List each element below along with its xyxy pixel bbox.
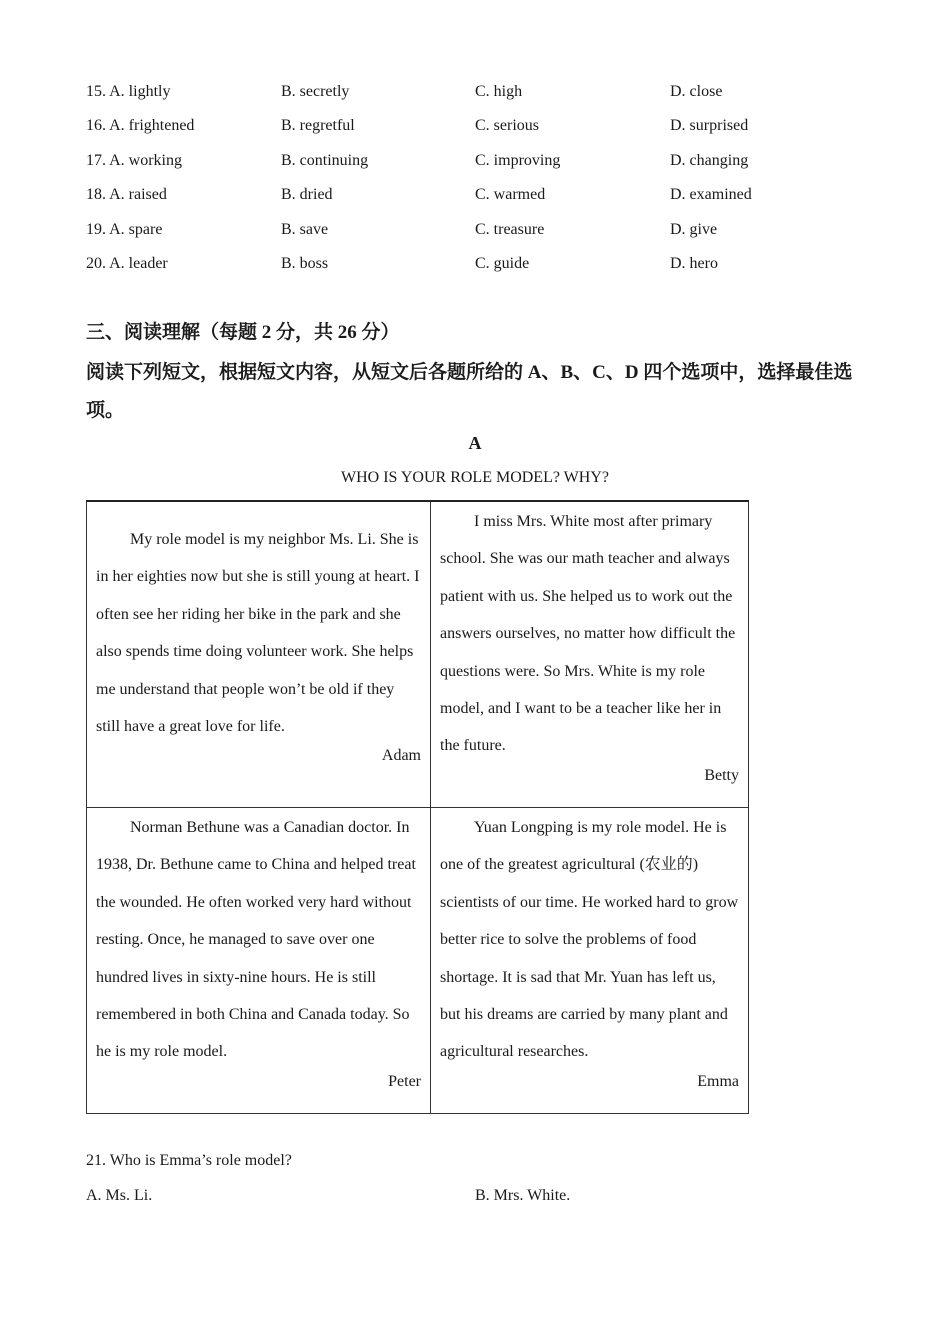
option-b: B. boss (281, 255, 329, 272)
question-21: 21. Who is Emma’s role model? (86, 1152, 292, 1169)
option-d: D. examined (670, 186, 752, 203)
option-a: 15. A. lightly (86, 83, 171, 100)
answer-b: B. Mrs. White. (475, 1187, 571, 1204)
cell-author: Adam (381, 747, 421, 765)
option-b: B. regretful (281, 117, 355, 134)
option-d: D. give (670, 221, 718, 238)
cell-text: I miss Mrs. White most after primary school. She was our math teacher and always patient with us. She helped us to work out the answers ourselves, no matter how difficult the questions were. So Mrs. White is my role model, and I want to be a teacher like her in the future. (440, 513, 736, 755)
option-b: B. save (281, 221, 329, 238)
option-c: C. guide (475, 255, 530, 272)
options-row-16 (86, 116, 866, 136)
cell-adam (87, 501, 431, 808)
option-c: C. warmed (475, 186, 546, 203)
options-row-20 (86, 254, 866, 274)
cell-author: Emma (697, 1072, 739, 1090)
cell-betty (431, 501, 749, 808)
role-model-table (86, 500, 749, 1114)
passage-letter: A (468, 433, 482, 453)
option-a: 18. A. raised (86, 186, 167, 203)
answer-a: A. Ms. Li. (86, 1187, 153, 1204)
option-c: C. serious (475, 117, 539, 134)
section-heading: 三、阅读理解（每题 2 分，共 26 分） (86, 322, 400, 343)
cell-author: Peter (388, 1072, 421, 1090)
cell-text: My role model is my neighbor Ms. Li. She is in her eighties now but she is still young at heart. I often see her riding her bike in the park and she also spends time doing volunteer work. She helps me understand that people won’t be old if they still have a great love for life. (96, 531, 420, 736)
option-b: B. dried (281, 186, 333, 203)
cell-peter (87, 808, 431, 1114)
options-row-18 (86, 185, 866, 205)
option-c: C. improving (475, 152, 561, 169)
answer-row (86, 1186, 866, 1206)
option-c: C. high (475, 83, 523, 100)
option-a: 17. A. working (86, 152, 182, 169)
options-row-17 (86, 151, 866, 171)
options-row-15 (86, 82, 866, 102)
option-d: D. hero (670, 255, 718, 272)
options-row-19 (86, 220, 866, 240)
option-c: C. treasure (475, 221, 545, 238)
cell-emma (431, 808, 749, 1114)
passage-title: WHO IS YOUR ROLE MODEL? WHY? (341, 469, 609, 486)
option-a: 20. A. leader (86, 255, 168, 272)
section-instructions: 阅读下列短文，根据短文内容，从短文后各题所给的 A、B、C、D 四个选项中，选择最佳选项。 (86, 362, 853, 421)
option-a: 19. A. spare (86, 221, 163, 238)
option-d: D. changing (670, 152, 749, 169)
option-b: B. continuing (281, 152, 369, 169)
option-d: D. close (670, 83, 723, 100)
cell-author: Betty (704, 766, 739, 784)
option-d: D. surprised (670, 117, 749, 134)
cell-text: Yuan Longping is my role model. He is one of the greatest agricultural (农业的) scientists of our time. He worked hard to grow better rice to solve the problems of food shortage. It is sad that Mr. Yuan has left us, but his dreams are carried by many plant and agricultural researches. (440, 819, 739, 1061)
option-a: 16. A. frightened (86, 117, 195, 134)
cell-text: Norman Bethune was a Canadian doctor. In 1938, Dr. Bethune came to China and helped treat the wounded. He often worked very hard without resting. Once, he managed to save over one hundred lives in sixty-nine hours. He is still remembered in both China and Canada today. So he is my role model. (96, 819, 416, 1061)
option-b: B. secretly (281, 83, 350, 100)
